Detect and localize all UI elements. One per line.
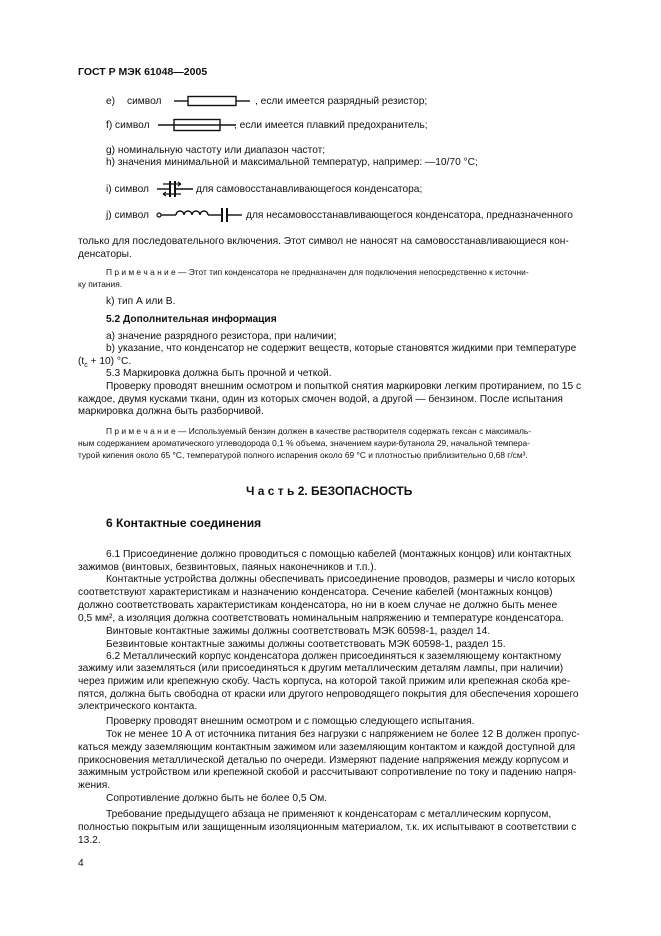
page-number: 4 <box>78 858 84 869</box>
body-line: Ток не менее 10 А от источника питания без нагрузки с напряжением не более 12 В должен пропус- <box>106 729 580 740</box>
document-header: ГОСТ Р МЭК 61048—2005 <box>78 66 208 78</box>
item-j-text: j) символ <box>106 210 149 221</box>
item-j-continuation-2: денсаторы. <box>78 249 132 260</box>
item-k: k) тип А или В. <box>106 296 176 307</box>
section-5-3-line-4: маркировка должна быть разборчивой. <box>78 406 264 417</box>
body-line: 0,5 мм², а изоляция должна соответствовать номинальным напряжению и температуре конденсатора. <box>78 613 564 624</box>
body-line: Сопротивление должно быть не более 0,5 Ом. <box>106 793 328 804</box>
note-1-line-1: П р и м е ч а н и е — Этот тип конденсатора не предназначен для подключения непосредственно к источни- <box>106 267 529 277</box>
note-1-line-2: ку питания. <box>78 279 123 289</box>
body-line: должно соответствовать характеристикам конденсатора, но ни в коем случае не должно быть менее <box>78 600 558 611</box>
fuse-symbol-icon <box>158 118 238 132</box>
section-5-2-item-b-line-2: $(t_c + 10)$ °C. <box>78 356 132 370</box>
item-e-text: символ <box>127 96 162 107</box>
self-healing-capacitor-symbol-icon <box>157 178 195 200</box>
item-e-letter: e) <box>106 96 116 107</box>
section-5-3-line-3: каждое, двумя кусками ткани, один из которых смочен водой, а другой — бензином. После испытания <box>78 394 563 405</box>
section-5-3-line-1: 5.3 Маркировка должна быть прочной и четкой. <box>106 368 332 379</box>
item-i-suffix: для самовосстанавливающегося конденсатора; <box>196 184 423 195</box>
body-line: полностью покрытым или защищенным изоляционным материалом, т.к. их испытывают в соответствии с <box>78 822 577 833</box>
body-line: Контактные устройства должны обеспечивать присоединение проводов, размеры и число которых <box>106 574 575 585</box>
body-line: 6.1 Присоединение должно проводиться с помощью кабелей (монтажных концов) или контактных <box>106 549 572 560</box>
body-line: зажиму или заземляться (или присоединяться к другим металлическим деталям лампы, при наличии) <box>78 663 564 674</box>
item-i-text: i) символ <box>106 184 149 195</box>
body-line: зажимным устройством или крепежной скобой и рассчитывают сопротивление по току и падению напря- <box>78 767 577 778</box>
body-line: Проверку проводят внешним осмотром и с помощью следующего испытания. <box>106 716 475 727</box>
item-f-text: f) символ <box>106 120 150 131</box>
body-line: 13.2. <box>78 835 101 846</box>
section-5-2-item-a: a) значение разрядного резистора, при наличии; <box>106 331 337 342</box>
body-line: жения. <box>78 780 111 791</box>
body-line: через прижим или крепежную скобу. Часть корпуса, на которой такой прижим или крепежная скоба кре- <box>78 676 571 687</box>
body-line: электрического контакта. <box>78 701 198 712</box>
note-2-line-3: турой кипения около 65 °C, температурой полного испарения около 69 °C и плотностью приблизительно 0,68 г/см³. <box>78 450 528 460</box>
inductor-capacitor-symbol-icon <box>156 205 244 225</box>
body-line: зажимов (винтовых, безвинтовых, паяных наконечников и т.п.). <box>78 562 377 573</box>
item-j-suffix: для несамовосстанавливающегося конденсатора, предназначенного <box>246 210 573 221</box>
part-2-heading: Ч а с т ь 2. БЕЗОПАСНОСТЬ <box>246 484 413 498</box>
body-line: 6.2 Металлический корпус конденсатора должен присоединяться к заземляющему контактному <box>106 651 562 662</box>
body-line: Безвинтовые контактные зажимы должны соответствовать МЭК 60598-1, раздел 15. <box>106 639 506 650</box>
note-2-line-1: П р и м е ч а н и е — Используемый бензин должен в качестве растворителя содержать гексан с максималь- <box>106 426 532 436</box>
section-5-3-line-2: Проверку проводят внешним осмотром и попыткой снятия маркировки легким протиранием, по 15 с <box>106 381 582 392</box>
note-2-line-2: ным содержанием ароматического углеводорода 0,1 % объема, значением каури-бутанола 29, начальной темпера- <box>78 438 530 448</box>
body-line: каться между заземляющим контактным зажимом или заземляющим контактом и каждой доступной для <box>78 742 576 753</box>
section-6-heading: 6 Контактные соединения <box>106 516 262 530</box>
body-line: Требование предыдущего абзаца не применяют к конденсаторам с металлическим корпусом, <box>106 809 552 820</box>
body-line: прикосновения металлической деталью по очереди. Измеряют падение напряжения между корпусом и <box>78 755 569 766</box>
section-5-2-heading: 5.2 Дополнительная информация <box>106 314 277 325</box>
item-j-continuation-1: только для последовательного включения. Этот символ не наносят на самовосстанавливающиеся кон- <box>78 236 569 247</box>
body-line: пятся, должна быть свободна от краски или другого непроводящего покрытия для обеспечения хорошего <box>78 689 579 700</box>
item-f-suffix: , если имеется плавкий предохранитель; <box>234 120 428 131</box>
item-h: h) значения минимальной и максимальной температур, например: —10/70 °C; <box>106 157 478 168</box>
section-5-2-item-b-line-1: b) указание, что конденсатор не содержит веществ, которые становятся жидкими при температуре <box>106 343 577 354</box>
body-line: соответствуют характеристикам и назначению конденсатора. Сечение кабелей (монтажных концов) <box>78 587 553 598</box>
item-g: g) номинальную частоту или диапазон частот; <box>106 145 326 156</box>
body-line: Винтовые контактные зажимы должны соответствовать МЭК 60598-1, раздел 14. <box>106 626 491 637</box>
discharge-resistor-symbol-icon <box>174 94 254 108</box>
item-e-suffix: , если имеется разрядный резистор; <box>255 96 428 107</box>
